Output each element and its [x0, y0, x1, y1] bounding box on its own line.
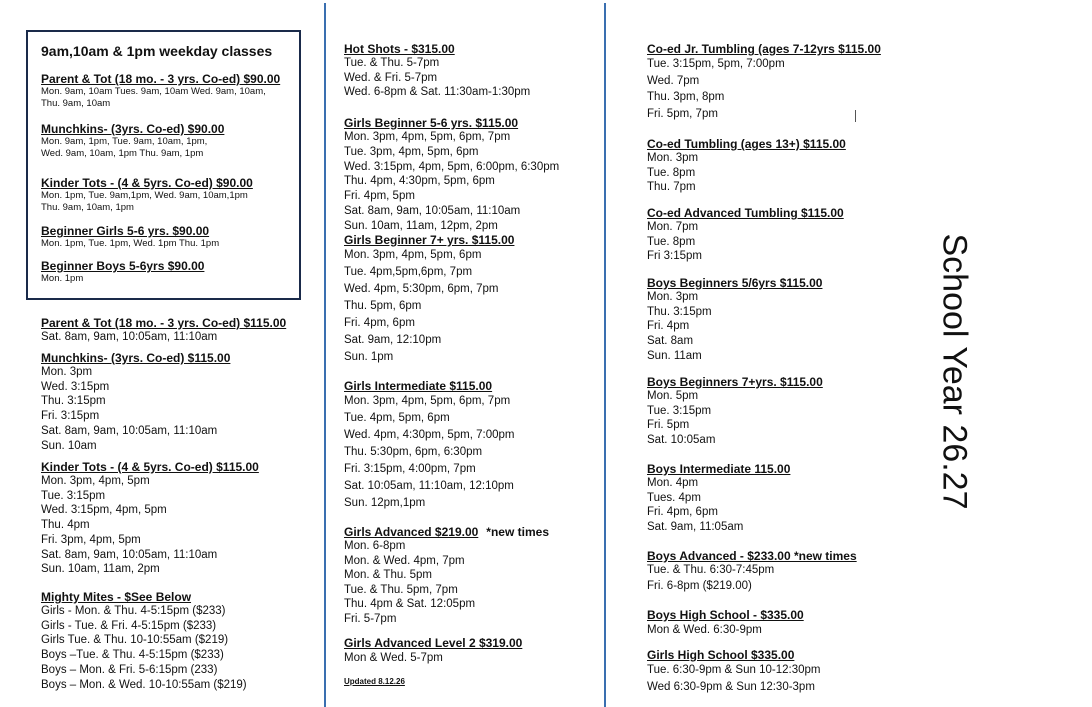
box-line: Mon. 9am, 10am Tues. 9am, 10am Wed. 9am, 10am,	[41, 86, 266, 97]
c2-line: Mon. 6-8pm	[344, 540, 406, 552]
c2-line: Wed. 3:15pm, 4pm, 5pm, 6:00pm, 6:30pm	[344, 160, 560, 173]
c2-line: Fri. 5-7pm	[344, 612, 397, 625]
c2-line: Thu. 4pm, 4:30pm, 5pm, 6pm	[344, 175, 495, 188]
c2-line: Tue. & Thu. 5-7pm	[344, 57, 440, 69]
box-line: Mon. 1pm, Tue. 1pm, Wed. 1pm Thu. 1pm	[41, 238, 220, 249]
c3-line: Fri. 6-8pm ($219.00)	[647, 579, 752, 592]
c1-line: Boys – Mon. & Wed. 10-10:55am ($219)	[41, 678, 247, 691]
c3-line: Tue. 8pm	[647, 166, 696, 179]
c2-line: Fri. 4pm, 5pm	[344, 190, 415, 203]
c3-line: Fri. 5pm	[647, 419, 690, 432]
box-section	[41, 224, 219, 250]
c3-section	[647, 137, 846, 195]
c3-line: Mon. 3pm	[647, 291, 699, 303]
c3-line: Thu. 3:15pm	[647, 305, 712, 318]
c2-line: Fri. 3:15pm, 4:00pm, 7pm	[344, 463, 476, 475]
column-divider-1	[324, 3, 326, 707]
c2-line: Tue. 3pm, 4pm, 5pm, 6pm	[344, 145, 479, 158]
c2-heading: Girls Advanced Level 2 $319.00	[344, 636, 523, 650]
c1-section	[41, 460, 259, 577]
box-line: Mon. 9am, 1pm, Tue. 9am, 10am, 1pm,	[41, 136, 208, 147]
box-section	[41, 176, 253, 214]
c2-heading: Girls Intermediate $115.00	[344, 379, 493, 393]
c3-line: Fri. 4pm, 6pm	[647, 506, 718, 519]
c3-line: Mon. 5pm	[647, 390, 699, 402]
c3-line: Thu. 3pm, 8pm	[647, 91, 725, 103]
c1-line: Mon. 3pm, 4pm, 5pm	[41, 475, 150, 487]
c3-line: Wed 6:30-9pm & Sun 12:30-3pm	[647, 680, 815, 693]
c2-line: Thu. 5pm, 6pm	[344, 300, 422, 312]
c1-heading: Parent & Tot (18 mo. - 3 yrs. Co-ed) $115.00	[41, 316, 287, 330]
c3-section	[647, 648, 820, 695]
box-heading: Parent & Tot (18 mo. - 3 yrs. Co-ed) $90.00	[41, 72, 281, 86]
c2-heading: Girls Advanced $219.00*new times	[344, 525, 549, 539]
box-line: Mon. 1pm, Tue. 9am,1pm, Wed. 9am, 10am,1pm	[41, 190, 248, 201]
c1-line: Boys – Mon. & Fri. 5-6:15pm (233)	[41, 663, 218, 676]
c3-section	[647, 276, 822, 364]
c3-line: Mon. 4pm	[647, 477, 699, 489]
c2-line: Thu. 4pm & Sat. 12:05pm	[344, 598, 476, 611]
c2-line: Mon. 3pm, 4pm, 5pm, 6pm, 7pm	[344, 395, 511, 407]
c2-line: Sun. 1pm	[344, 351, 394, 363]
c3-line: Tue. 3:15pm, 5pm, 7:00pm	[647, 58, 785, 70]
c2-heading: Hot Shots - $315.00	[344, 42, 455, 56]
box-heading: Kinder Tots - (4 & 5yrs. Co-ed) $90.00	[41, 176, 253, 190]
c1-section	[41, 316, 286, 345]
c3-line: Sun. 11am	[647, 349, 702, 362]
c1-section	[41, 590, 247, 692]
c3-heading: Boys High School - $335.00	[647, 608, 804, 622]
c3-line: Tues. 4pm	[647, 491, 701, 504]
c1-line: Mon. 3pm	[41, 366, 93, 378]
box-line: Thu. 9am, 10am	[41, 97, 111, 109]
c1-line: Girls Tue. & Thu. 10-10:55am ($219)	[41, 634, 229, 647]
c3-line: Fri 3:15pm	[647, 250, 702, 263]
box-section	[41, 122, 224, 160]
c3-line: Sat. 10:05am	[647, 434, 716, 447]
c2-line: Sun. 12pm,1pm	[344, 497, 426, 509]
c3-line: Sat. 9am, 11:05am	[647, 521, 744, 534]
c2-line: Tue. 4pm, 5pm, 6pm	[344, 412, 450, 424]
box-line: Wed. 9am, 10am, 1pm Thu. 9am, 1pm	[41, 147, 204, 159]
c1-line: Girls - Tue. & Fri. 4-5:15pm ($233)	[41, 619, 217, 632]
c2-line: Wed. 4pm, 4:30pm, 5pm, 7:00pm	[344, 429, 515, 441]
c1-line: Fri. 3:15pm	[41, 410, 100, 423]
c1-heading: Munchkins- (3yrs. Co-ed) $115.00	[41, 351, 231, 365]
c3-heading: Girls High School $335.00	[647, 648, 795, 662]
c3-heading: Boys Intermediate 115.00	[647, 462, 791, 476]
box-line: Thu. 9am, 10am, 1pm	[41, 201, 134, 213]
c3-section	[647, 549, 857, 594]
c3-heading: Co-ed Tumbling (ages 13+) $115.00	[647, 137, 846, 151]
c1-heading: Kinder Tots - (4 & 5yrs. Co-ed) $115.00	[41, 460, 259, 474]
c2-line: Mon & Wed. 5-7pm	[344, 652, 443, 664]
c2-section	[344, 116, 559, 234]
c3-heading: Co-ed Jr. Tumbling (ages 7-12yrs $115.00	[647, 42, 881, 56]
c2-line: Mon. & Wed. 4pm, 7pm	[344, 554, 465, 567]
c1-line: Sun. 10am, 11am, 2pm	[41, 563, 160, 576]
c2-line: Fri. 4pm, 6pm	[344, 317, 415, 329]
c1-line: Thu. 3:15pm	[41, 395, 106, 408]
c2-line: Sat. 9am, 12:10pm	[344, 334, 442, 346]
box-heading: Munchkins- (3yrs. Co-ed) $90.00	[41, 122, 225, 136]
c3-section	[647, 375, 823, 448]
box-heading: Beginner Boys 5-6yrs $90.00	[41, 259, 205, 273]
box-section	[41, 72, 280, 110]
box-section	[41, 259, 204, 285]
c3-line: Fri. 4pm	[647, 320, 690, 333]
c2-line: Sun. 10am, 11am, 12pm, 2pm	[344, 219, 498, 232]
c3-line: Fri. 5pm, 7pm	[647, 107, 718, 120]
c2-line: Sat. 8am, 9am, 10:05am, 11:10am	[344, 204, 521, 217]
c2-line: Mon. 3pm, 4pm, 5pm, 6pm, 7pm	[344, 131, 511, 143]
c3-heading: Boys Beginners 5/6yrs $115.00	[647, 276, 823, 290]
c2-line: Wed. 4pm, 5:30pm, 6pm, 7pm	[344, 283, 499, 295]
c1-line: Girls - Mon. & Thu. 4-5:15pm ($233)	[41, 605, 226, 617]
c2-line: Sat. 10:05am, 11:10am, 12:10pm	[344, 480, 514, 492]
c3-line: Tue. 6:30-9pm & Sun 10-12:30pm	[647, 664, 821, 676]
c3-line: Thu. 7pm	[647, 181, 696, 194]
c2-line: Tue. 4pm,5pm,6pm, 7pm	[344, 266, 473, 278]
c1-line: Thu. 4pm	[41, 519, 90, 532]
cursor-mark	[855, 110, 856, 122]
c3-section	[647, 462, 790, 535]
c3-line: Tue. 3:15pm	[647, 404, 712, 417]
c1-line: Wed. 3:15pm	[41, 380, 110, 393]
c3-line: Tue. & Thu. 6:30-7:45pm	[647, 564, 775, 576]
c1-line: Tue. 3:15pm	[41, 489, 106, 502]
page-title: School Year 26.27	[935, 233, 974, 510]
c3-line: Mon. 7pm	[647, 221, 699, 233]
c1-line: Fri. 3pm, 4pm, 5pm	[41, 533, 141, 546]
c1-line: Sat. 8am, 9am, 10:05am, 11:10am	[41, 331, 218, 343]
c2-heading: Girls Beginner 7+ yrs. $115.00	[344, 233, 515, 247]
c2-section	[344, 379, 514, 512]
c2-heading: Girls Beginner 5-6 yrs. $115.00	[344, 116, 519, 130]
c2-line: Mon. & Thu. 5pm	[344, 569, 432, 582]
c1-line: Wed. 3:15pm, 4pm, 5pm	[41, 504, 167, 517]
box-line: Mon. 1pm	[41, 273, 84, 284]
c2-line: Mon. 3pm, 4pm, 5pm, 6pm	[344, 249, 482, 261]
c2-line: Wed. 6-8pm & Sat. 11:30am-1:30pm	[344, 86, 531, 98]
c1-line: Boys –Tue. & Thu. 4-5:15pm ($233)	[41, 649, 224, 662]
box-title: 9am,10am & 1pm weekday classes	[41, 43, 273, 59]
c2-section	[344, 233, 514, 366]
c3-line: Sat. 8am	[647, 335, 694, 348]
updated-note: Updated 8.12.26	[344, 677, 405, 686]
page-title-container	[816, 233, 1092, 510]
c2-section	[344, 42, 530, 100]
c3-heading: Co-ed Advanced Tumbling $115.00	[647, 206, 844, 220]
c1-heading: Mighty Mites - $See Below	[41, 590, 192, 604]
c3-line: Wed. 7pm	[647, 74, 700, 87]
c2-line: Thu. 5:30pm, 6pm, 6:30pm	[344, 446, 483, 458]
c2-note: *new times	[486, 525, 549, 539]
c2-section	[344, 525, 549, 627]
c1-line: Sun. 10am	[41, 439, 97, 452]
c1-line: Sat. 8am, 9am, 10:05am, 11:10am	[41, 424, 218, 437]
c3-section	[647, 42, 881, 122]
c3-section	[647, 608, 804, 638]
c3-line: Tue. 8pm	[647, 235, 696, 248]
c3-section	[647, 206, 844, 264]
c2-section	[344, 636, 522, 667]
c3-heading: Boys Advanced - $233.00 *new times	[647, 549, 857, 563]
c1-section	[41, 351, 230, 453]
c2-line: Wed. & Fri. 5-7pm	[344, 71, 438, 84]
c1-line: Sat. 8am, 9am, 10:05am, 11:10am	[41, 548, 218, 561]
box-heading: Beginner Girls 5-6 yrs. $90.00	[41, 224, 210, 238]
column-divider-2	[604, 3, 606, 707]
c3-heading: Boys Beginners 7+yrs. $115.00	[647, 375, 823, 389]
c3-line: Mon & Wed. 6:30-9pm	[647, 624, 762, 636]
c3-line: Mon. 3pm	[647, 152, 699, 164]
c2-line: Tue. & Thu. 5pm, 7pm	[344, 583, 458, 596]
